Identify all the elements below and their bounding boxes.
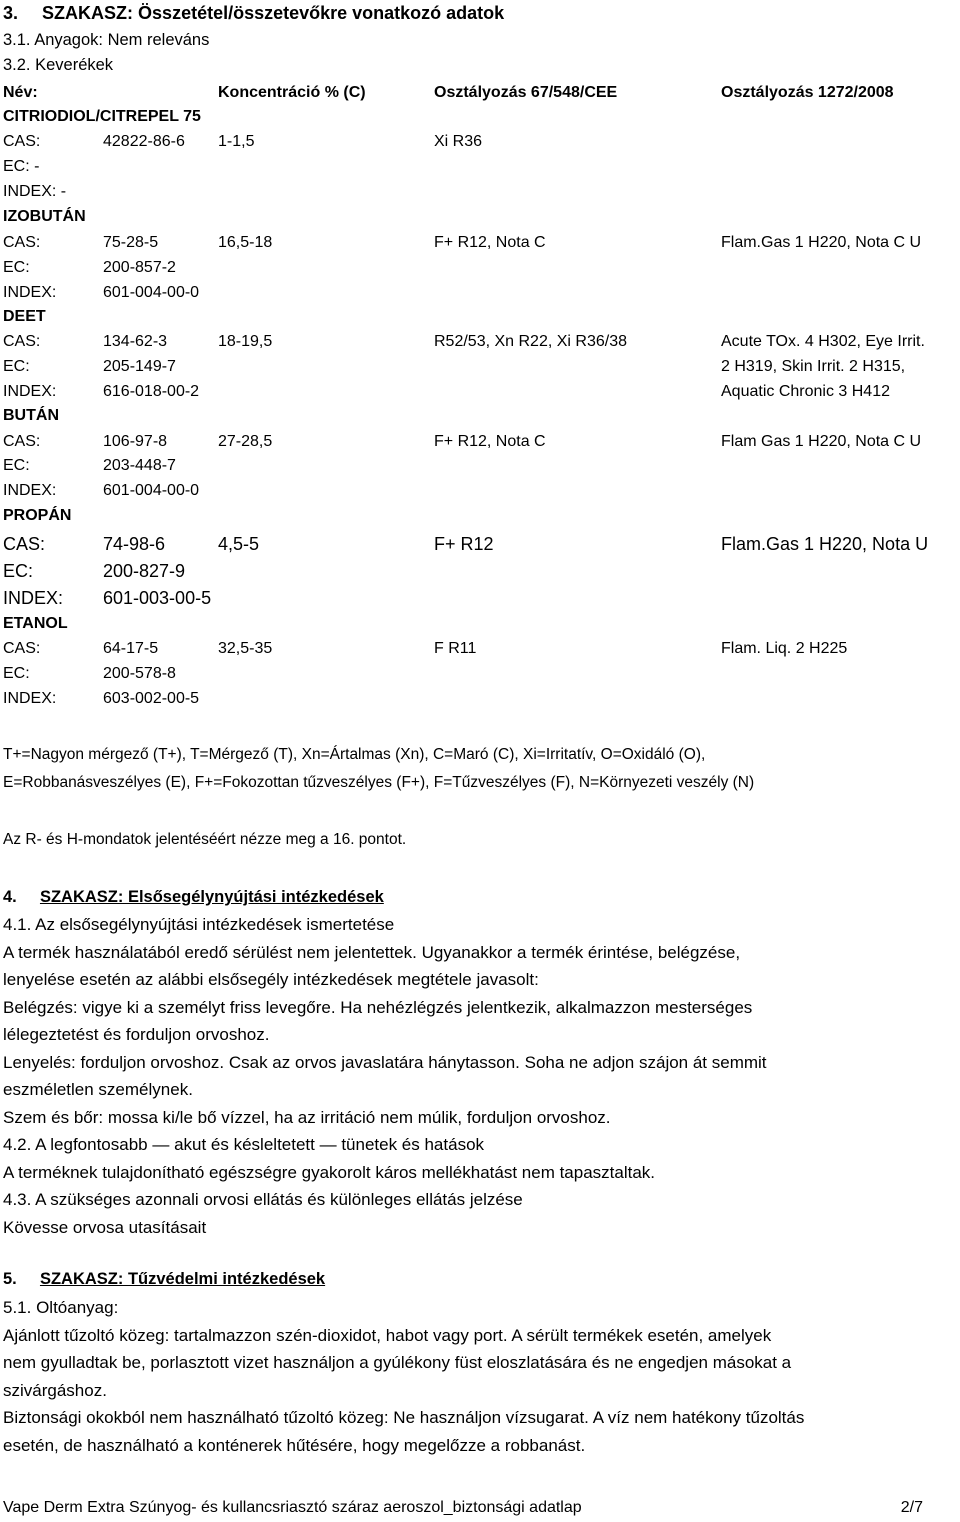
cas-label: CAS: [3,333,41,350]
section5-heading-num: 5. [3,1270,17,1288]
index-label: INDEX: [3,284,57,301]
section4-line: A terméknek tulajdonítható egészségre gyakorolt káros mellékhatást nem tapasztaltak. [3,1162,656,1182]
classification-67-548-value: F+ R12, Nota C [434,234,546,251]
footer-document-title: Vape Derm Extra Szúnyog- és kullancsriasztó száraz aeroszol_biztonsági adatlap [3,1499,582,1516]
substance-name: DEET [3,308,46,325]
ec-label: EC: [3,457,30,474]
ec-value: 205-149-7 [103,358,176,375]
section4-line: Kövesse orvosa utasításait [3,1217,207,1237]
classification-1272-2008-line: Acute TOx. 4 H302, Eye Irrit. [721,333,925,350]
index-value: 603-002-00-5 [103,690,200,707]
cas-value: 42822-86-6 [103,133,185,150]
substance-name: BUTÁN [3,407,59,424]
section4-heading-num: 4. [3,888,17,906]
classification-1272-2008-line: Aquatic Chronic 3 H412 [721,383,890,400]
ec-value: 200-578-8 [103,665,176,682]
section4-line: Belégzés: vigye ki a személyt friss levegőre. Ha nehézlégzés jelentkezik, alkalmazzon mesterséges [3,997,753,1017]
ec-label: EC: [3,358,30,375]
classification-1272-2008-value: Flam.Gas 1 H220, Nota U [721,534,929,554]
section4-line: lélegeztetést és forduljon orvoshoz. [3,1025,270,1044]
concentration-value: 27-28,5 [218,433,273,450]
footer-page-number: 2/7 [900,1499,923,1516]
section3-heading [3,2,504,24]
section4-heading [3,886,384,908]
section4-line: 4.1. Az elsősegélynyújtási intézkedések ismertetése [3,915,395,934]
header-classification-1272-2008: Osztályozás 1272/2008 [721,84,894,101]
section5-line: esetén, de használható a konténerek hűtésére, hogy megelőzze a robbanást. [3,1435,586,1455]
index-value: 601-004-00-0 [103,284,200,301]
legend-line: E=Robbanásveszélyes (E), F+=Fokozottan tűzveszélyes (F+), F=Tűzveszélyes (F), N=Környezeti veszély (N) [3,774,755,791]
classification-67-548-value: F+ R12, Nota C [434,433,546,450]
substance-name: ETANOL [3,615,68,632]
index-value: 601-003-00-5 [103,588,212,608]
section5-line: 5.1. Oltóanyag: [3,1298,119,1317]
section5-line: Ajánlott tűzoltó közeg: tartalmazzon szén-dioxidot, habot vagy port. A sérült termékek esetén, amelyek [3,1325,772,1345]
header-name: Név: [3,84,38,101]
section4-line: 4.2. A legfontosabb — akut és késleltetett — tünetek és hatások [3,1135,485,1154]
cas-label: CAS: [3,234,41,251]
index-label: INDEX: [3,690,57,707]
cas-value: 106-97-8 [103,433,168,450]
section4-line: lenyelése esetén az alábbi elsősegély intézkedések megtétele javasolt: [3,970,539,989]
cas-value: 74-98-6 [103,534,166,554]
index-label: INDEX: [3,482,57,499]
cas-value: 75-28-5 [103,234,159,251]
ec-label: EC: [3,665,30,682]
ec-label: EC: - [3,158,40,175]
cas-label: CAS: [3,534,46,554]
classification-67-548-value: Xi R36 [434,133,483,150]
legend-line: T+=Nagyon mérgező (T+), T=Mérgező (T), Xn=Ártalmas (Xn), C=Maró (C), Xi=Irritatív, O=Oxidáló (O), [3,746,706,763]
substance-name: CITRIODIOL/CITREPEL 75 [3,108,201,125]
header-classification-67-548: Osztályozás 67/548/CEE [434,84,618,101]
classification-1272-2008-value: Flam.Gas 1 H220, Nota C U [721,234,922,251]
section3-2-line: 3.2. Keverékek [3,56,114,74]
section4-line: Lenyelés: forduljon orvoshoz. Csak az orvos javaslatára hánytasson. Soha ne adjon szájon át semmit [3,1052,767,1072]
section3-heading-text: SZAKASZ: Összetétel/összetevőkre vonatkozó adatok [42,3,505,23]
concentration-value: 1-1,5 [218,133,255,150]
section5-line: szivárgáshoz. [3,1380,107,1400]
classification-67-548-value: R52/53, Xn R22, Xi R36/38 [434,333,628,350]
cas-label: CAS: [3,640,41,657]
section4-line: A termék használatából eredő sérülést nem jelentettek. Ugyanakkor a termék érintése, belégzése, [3,942,741,962]
classification-67-548-value: F+ R12 [434,534,494,554]
cas-value: 134-62-3 [103,333,168,350]
cas-value: 64-17-5 [103,640,159,657]
substance-name: PROPÁN [3,507,72,524]
ec-value: 203-448-7 [103,457,176,474]
ec-label: EC: [3,561,34,581]
section5-line: nem gyulladtak be, porlasztott vizet használjon a gyúlékony füst eloszlatására és ne engedjen másokat a [3,1353,792,1372]
section4-heading-text: SZAKASZ: Elsősegélynyújtási intézkedések [39,888,384,906]
header-concentration: Koncentráció % (C) [218,84,366,101]
cas-label: CAS: [3,433,41,450]
cas-label: CAS: [3,133,41,150]
index-label: INDEX: [3,383,57,400]
classification-1272-2008-value: Flam Gas 1 H220, Nota C U [721,433,922,450]
concentration-value: 18-19,5 [218,333,273,350]
section5-heading [3,1268,325,1290]
ec-value: 200-857-2 [103,259,176,276]
index-label: INDEX: - [3,183,67,200]
section4-line: 4.3. A szükséges azonnali orvosi ellátás és különleges ellátás jelzése [3,1190,523,1209]
section5-body [3,1294,804,1459]
ec-value: 200-827-9 [103,561,186,581]
section3-heading-num: 3. [3,3,19,23]
section5-line: Biztonsági okokból nem használható tűzoltó közeg: Ne használjon vízsugarat. A víz nem hatékony tűzoltás [3,1408,805,1427]
section3-1-line: 3.1. Anyagok: Nem releváns [3,31,210,49]
concentration-value: 16,5-18 [218,234,273,251]
concentration-value: 4,5-5 [218,534,260,554]
r-h-phrases-note: Az R- és H-mondatok jelentéséért nézze meg a 16. pontot. [3,831,407,848]
section4-line: Szem és bőr: mossa ki/le bő vízzel, ha az irritáció nem múlik, forduljon orvoshoz. [3,1107,611,1127]
classification-1272-2008-line: 2 H319, Skin Irrit. 2 H315, [721,358,906,375]
section4-line: eszméletlen személynek. [3,1080,193,1099]
index-value: 601-004-00-0 [103,482,200,499]
ec-label: EC: [3,259,30,276]
index-label: INDEX: [3,588,64,608]
substance-name: IZOBUTÁN [3,208,86,225]
classification-67-548-value: F R11 [434,640,477,657]
concentration-value: 32,5-35 [218,640,273,657]
section5-heading-text: SZAKASZ: Tűzvédelmi intézkedések [39,1270,326,1288]
index-value: 616-018-00-2 [103,383,200,400]
section4-body [3,911,767,1241]
classification-1272-2008-value: Flam. Liq. 2 H225 [721,640,848,657]
